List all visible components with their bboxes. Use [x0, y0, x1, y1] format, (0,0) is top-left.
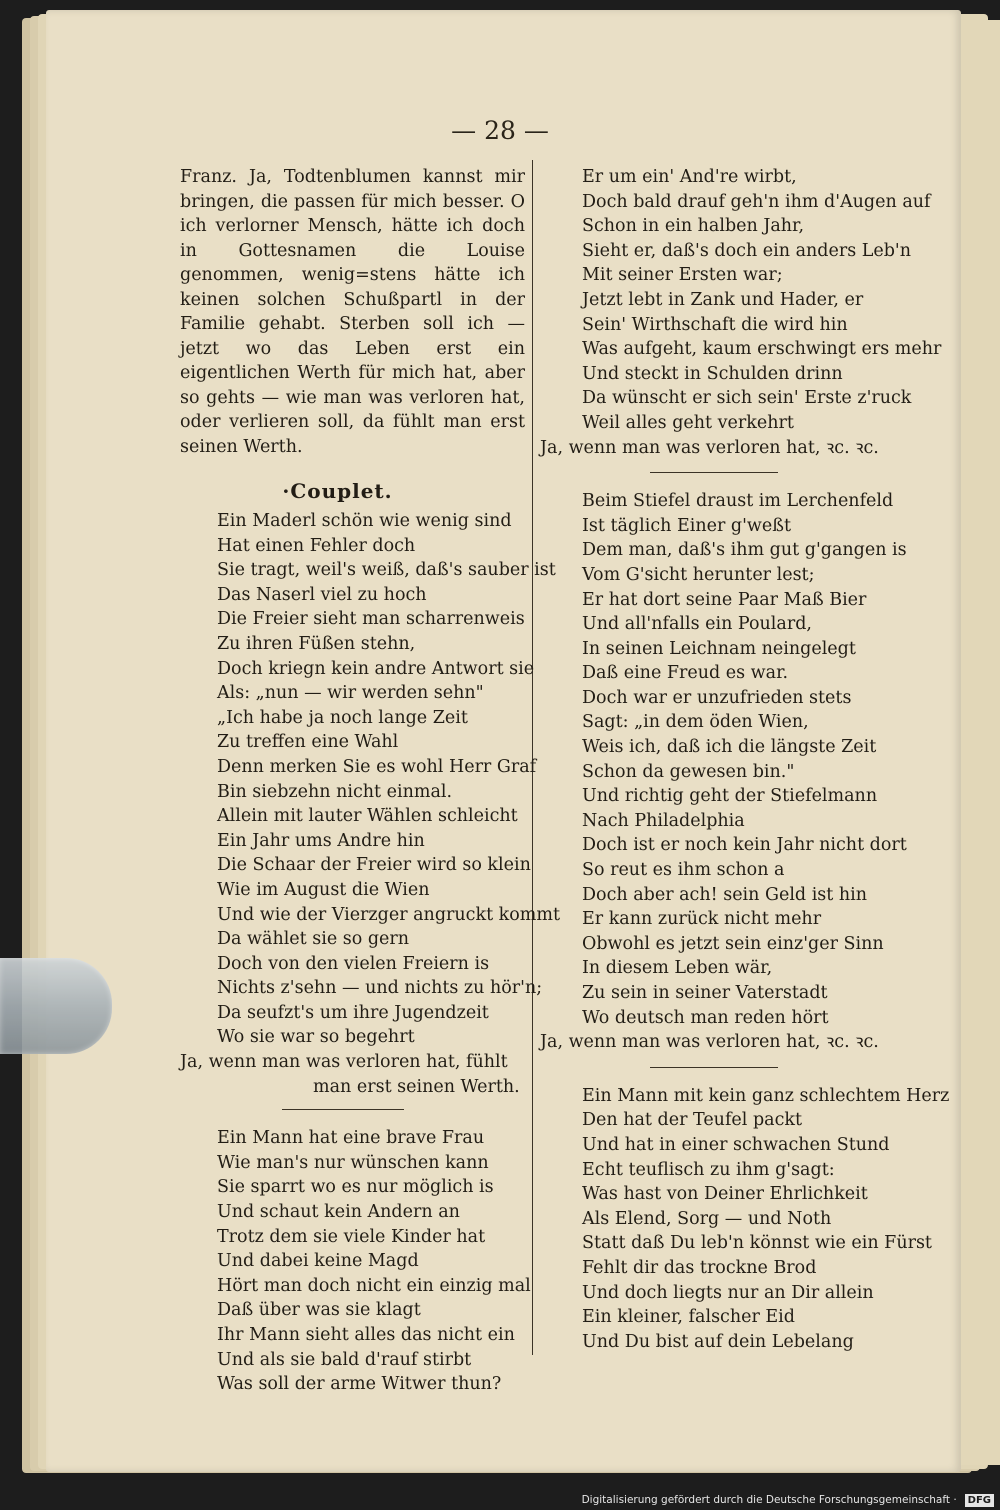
verse-line: Ein Maderl schön wie wenig sind: [217, 511, 512, 531]
verse-line: Daß eine Freud es war.: [582, 663, 789, 684]
verse-line: Und als sie bald d'rauf stirbt: [217, 1349, 472, 1370]
verse-line: „Ich habe ja noch lange Zeit: [217, 707, 468, 728]
verse-line: Hat einen Fehler doch: [217, 535, 416, 556]
verse-line: Wie man's nur wünschen kann: [217, 1152, 489, 1173]
facing-page-edge: [958, 20, 1000, 1465]
verse-line: Doch kriegn kein andre Antwort sie: [217, 658, 535, 679]
verse-line: Doch war er unzufrieden stets: [582, 687, 852, 708]
section-rule: [282, 1109, 404, 1110]
verse-line: Sein' Wirthschaft die wird hin: [582, 314, 848, 335]
verse-1: [180, 509, 561, 1050]
verse-line: Er kann zurück nicht mehr: [582, 909, 822, 930]
verse-line: Denn merken Sie es wohl Herr Graf: [217, 756, 537, 777]
verse-line: Und richtig geht der Stiefelmann: [582, 786, 878, 807]
verse-line: Ein Jahr ums Andre hin: [217, 830, 425, 851]
verse-line: Wo deutsch man reden hört: [582, 1007, 829, 1028]
footer-credit: Digitalisierung gefördert durch die Deutsche Forschungsgemeinschaft ·: [581, 1494, 957, 1506]
verse-line: Statt daß Du leb'n könnst wie ein Fürst: [582, 1233, 932, 1254]
refrain-1: [180, 1050, 525, 1099]
verse-2-continued: [540, 165, 942, 436]
verse-line: Er hat dort seine Paar Maß Bier: [582, 589, 867, 610]
verse-line: Das Naserl viel zu hoch: [217, 584, 427, 605]
verse-line: Echt teuflisch zu ihm g'sagt:: [582, 1159, 835, 1180]
verse-line: Doch von den vielen Freiern is: [217, 953, 490, 974]
refrain-line: Ja, wenn man was verloren hat, ꝛc. ꝛc.: [540, 437, 879, 458]
verse-line: Und schaut kein Andern an: [217, 1202, 460, 1223]
left-column: [180, 165, 561, 1397]
verse-line: Die Schaar der Freier wird so klein: [217, 855, 531, 876]
section-rule: [650, 472, 778, 473]
right-column: [540, 165, 950, 1354]
verse-line: Vom G'sicht herunter lest;: [582, 564, 815, 585]
verse-line: Als Elend, Sorg — und Noth: [582, 1208, 832, 1229]
refrain-line: Ja, wenn man was verloren hat, ꝛc. ꝛc.: [540, 1032, 879, 1053]
verse-line: Trotz dem sie viele Kinder hat: [217, 1226, 486, 1247]
prose-block: [180, 165, 525, 459]
verse-line: Zu sein in seiner Vaterstadt: [582, 983, 828, 1003]
verse-line: Nichts z'sehn — und nichts zu hör'n;: [217, 978, 543, 999]
verse-line: Ein Mann hat eine brave Frau: [217, 1128, 485, 1149]
verse-line: So reut es ihm schon a: [582, 860, 785, 881]
verse-line: Und Du bist auf dein Lebelang: [582, 1331, 854, 1352]
verse-line: Ein kleiner, falscher Eid: [582, 1307, 795, 1328]
verse-line: Hört man doch nicht ein einzig mal: [217, 1275, 531, 1296]
verse-line: Und all'nfalls ein Poulard,: [582, 614, 812, 635]
verse-line: Mit seiner Ersten war;: [582, 265, 783, 286]
verse-line: Den hat der Teufel packt: [582, 1110, 803, 1131]
verse-line: Doch ist er noch kein Jahr nicht dort: [582, 835, 907, 856]
verse-line: In seinen Leichnam neingelegt: [582, 638, 856, 659]
verse-line: Ist täglich Einer g'weßt: [582, 515, 791, 536]
verse-line: Was hast von Deiner Ehrlichkeit: [582, 1184, 868, 1205]
verse-line: Fehlt dir das trockne Brod: [582, 1257, 817, 1278]
page-number: — 28 —: [451, 116, 549, 145]
verse-line: Und steckt in Schulden drinn: [582, 363, 843, 384]
verse-line: Da wählet sie so gern: [217, 929, 410, 950]
verse-line: Daß über was sie klagt: [217, 1300, 421, 1321]
verse-line: Sieht er, daß's doch ein anders Leb'n: [582, 240, 912, 261]
verse-line: Die Freier sieht man scharrenweis: [217, 609, 525, 630]
verse-line: Da seufzt's um ihre Jugendzeit: [217, 1002, 489, 1023]
refrain-3: [540, 1030, 890, 1055]
verse-line: Weis ich, daß ich die längste Zeit: [582, 737, 877, 758]
verse-line: Wo sie war so begehrt: [217, 1027, 415, 1048]
verse-line: Sie sparrt wo es nur möglich is: [217, 1177, 494, 1198]
verse-line: Jetzt lebt in Zank und Hader, er: [582, 289, 864, 310]
verse-line: Schon da gewesen bin.": [582, 761, 795, 782]
verse-line: In diesem Leben wär,: [582, 958, 773, 979]
verse-line: Und wie der Vierzger angruckt kommt: [217, 904, 561, 925]
verse-line: Was aufgeht, kaum erschwingt ers mehr: [582, 339, 942, 360]
dfg-logo: DFG: [965, 1494, 994, 1507]
verse-line: Zu ihren Füßen stehn,: [217, 633, 416, 654]
verse-line: Was soll der arme Witwer thun?: [217, 1374, 502, 1395]
footer-bar: [0, 1490, 1000, 1510]
verse-line: Und dabei keine Magd: [217, 1251, 419, 1272]
verse-line: Allein mit lauter Wählen schleicht: [217, 806, 518, 827]
verse-line: Ein Mann mit kein ganz schlechtem Herz: [582, 1085, 950, 1106]
verse-line: Bin siebzehn nicht einmal.: [217, 781, 453, 802]
verse-line: Wie im August die Wien: [217, 879, 430, 900]
verse-line: Da wünscht er sich sein' Erste z'ruck: [582, 388, 912, 409]
verse-line: Obwohl es jetzt sein einz'ger Sinn: [582, 933, 884, 954]
verse-line: Zu treffen eine Wahl: [217, 732, 399, 753]
verse-line: Doch bald drauf geh'n ihm d'Augen auf: [582, 191, 931, 212]
verse-line: Er um ein' And're wirbt,: [582, 167, 797, 187]
verse-line: Schon in ein halben Jahr,: [582, 216, 805, 237]
verse-line: Beim Stiefel draust im Lerchenfeld: [582, 491, 894, 512]
page-clip: [0, 958, 112, 1054]
verse-line: Nach Philadelphia: [582, 810, 745, 831]
prose-paragraph: Franz. Ja, Todtenblumen kannst mir bringen, die passen für mich besser. O ich verlorner Mensch, hätte ich doch in Gottesnamen die Louise genommen, wenig=stens hätte ich keinen solchen Schußpartl in der Familie gehabt. Sterben soll ich — jetzt wo das Leben erst ein eigentlichen Werth für mich hat, aber so gehts — wie man was verloren hat, oder verlieren soll, da fühlt man erst seinen Werth.: [180, 167, 525, 457]
section-rule: [650, 1067, 778, 1068]
verse-2: [180, 1126, 531, 1397]
refrain-2: [540, 436, 890, 461]
verse-line: Sagt: „in dem öden Wien,: [582, 712, 809, 733]
verse-line: Und hat in einer schwachen Stund: [582, 1134, 890, 1155]
verse-line: Und doch liegts nur an Dir allein: [582, 1282, 874, 1303]
verse-4: [540, 1084, 950, 1355]
verse-3: [540, 489, 907, 1030]
verse-line: Ihr Mann sieht alles das nicht ein: [217, 1325, 515, 1345]
refrain-line: Ja, wenn man was verloren hat, fühlt: [180, 1052, 508, 1073]
verse-line: Als: „nun — wir werden sehn": [217, 683, 484, 704]
verse-line: Sie tragt, weil's weiß, daß's sauber ist: [217, 560, 556, 581]
refrain-line-continuation: man erst seinen Werth.: [313, 1076, 520, 1097]
verse-line: Doch aber ach! sein Geld ist hin: [582, 884, 867, 905]
couplet-heading: ·Couplet.: [282, 479, 393, 503]
verse-line: Weil alles geht verkehrt: [582, 412, 794, 433]
verse-line: Dem man, daß's ihm gut g'gangen is: [582, 540, 907, 561]
